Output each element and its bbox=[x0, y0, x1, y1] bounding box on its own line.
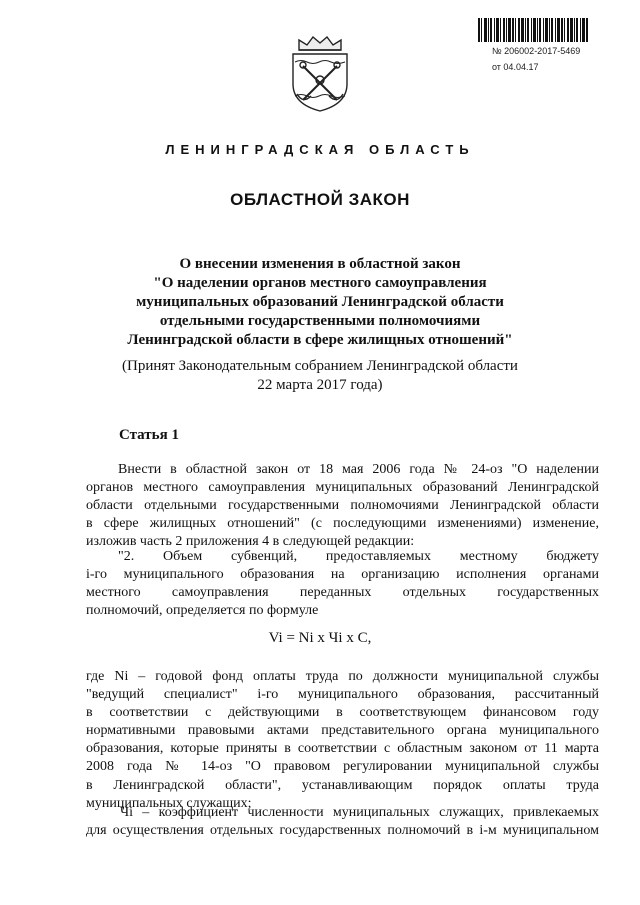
text-line: i-го муниципального образования на организацию исполнения органами bbox=[86, 567, 599, 583]
text-line: Чi – коэффициент численности муниципальных служащих, привлекаемых bbox=[120, 805, 599, 820]
article-heading: Статья 1 bbox=[119, 427, 179, 443]
barcode bbox=[478, 18, 588, 42]
registration-number: № 206002-2017-5469 bbox=[492, 46, 581, 56]
text-line: Внести в областной закон от 18 мая 2006 года № 24-оз "О наделении bbox=[118, 462, 599, 477]
coat-of-arms-emblem bbox=[285, 34, 355, 114]
adoption-line: 22 марта 2017 года) bbox=[257, 377, 383, 393]
text-line: для осуществления отдельных государственных полномочий в i-м муниципальном bbox=[86, 823, 599, 839]
adoption-line: (Принят Законодательным собранием Ленинградской области bbox=[122, 358, 518, 374]
text-line: полномочий, определяется по формуле bbox=[86, 603, 319, 619]
text-line: "2. Объем субвенций, предоставляемых местному бюджету bbox=[118, 549, 599, 564]
title-line: муниципальных образований Ленинградской области bbox=[136, 294, 504, 310]
law-title bbox=[60, 255, 580, 350]
text-line: нормативными правовыми актами представительного органа муниципального bbox=[86, 723, 599, 739]
paragraph-definition-ch bbox=[86, 804, 599, 840]
paragraph-definition-n bbox=[86, 668, 599, 813]
text-line: в соответствии с действующими в соответствующем финансовом году bbox=[86, 705, 599, 721]
text-line: в Ленинградской области", устанавливающим порядок оплаты труда bbox=[86, 777, 599, 793]
text-line: области отдельными государственными полномочиями Ленинградской области bbox=[86, 498, 599, 514]
adoption-note bbox=[60, 357, 580, 395]
text-line: образования, которые приняты в соответствии с областным законом от 11 марта bbox=[86, 741, 599, 757]
text-line: 2008 года № 14-оз "О правовом регулировании муниципальной службы bbox=[86, 759, 599, 775]
text-line: где Ni – годовой фонд оплаты труда по должности муниципальной службы bbox=[86, 669, 599, 684]
registration-date: от 04.04.17 bbox=[492, 62, 539, 72]
paragraph-subvention bbox=[86, 548, 599, 620]
formula: Vi = Ni x Чi x C, bbox=[268, 630, 372, 646]
paragraph-amendment bbox=[86, 461, 599, 551]
text-line: муниципальных служащих; bbox=[86, 795, 252, 811]
region-heading: ЛЕНИНГРАДСКАЯ ОБЛАСТЬ bbox=[165, 142, 475, 157]
document-type-heading: ОБЛАСТНОЙ ЗАКОН bbox=[230, 190, 410, 209]
title-line: "О наделении органов местного самоуправления bbox=[153, 275, 487, 291]
title-line: отдельными государственными полномочиями bbox=[159, 313, 481, 329]
text-line: "ведущий специалист" i-го муниципального образования, рассчитанный bbox=[86, 687, 599, 703]
text-line: в сфере жилищных отношений" (с последующими изменениями) изменение, bbox=[86, 516, 599, 532]
text-line: органов местного самоуправления муниципальных образований Ленинградской bbox=[86, 480, 599, 496]
text-line: изложив часть 2 приложения 4 в следующей редакции: bbox=[86, 534, 415, 550]
title-line: О внесении изменения в областной закон bbox=[179, 256, 461, 272]
title-line: Ленинградской области в сфере жилищных отношений" bbox=[127, 332, 513, 348]
text-line: местного самоуправления переданных отдельных государственных bbox=[86, 585, 599, 601]
